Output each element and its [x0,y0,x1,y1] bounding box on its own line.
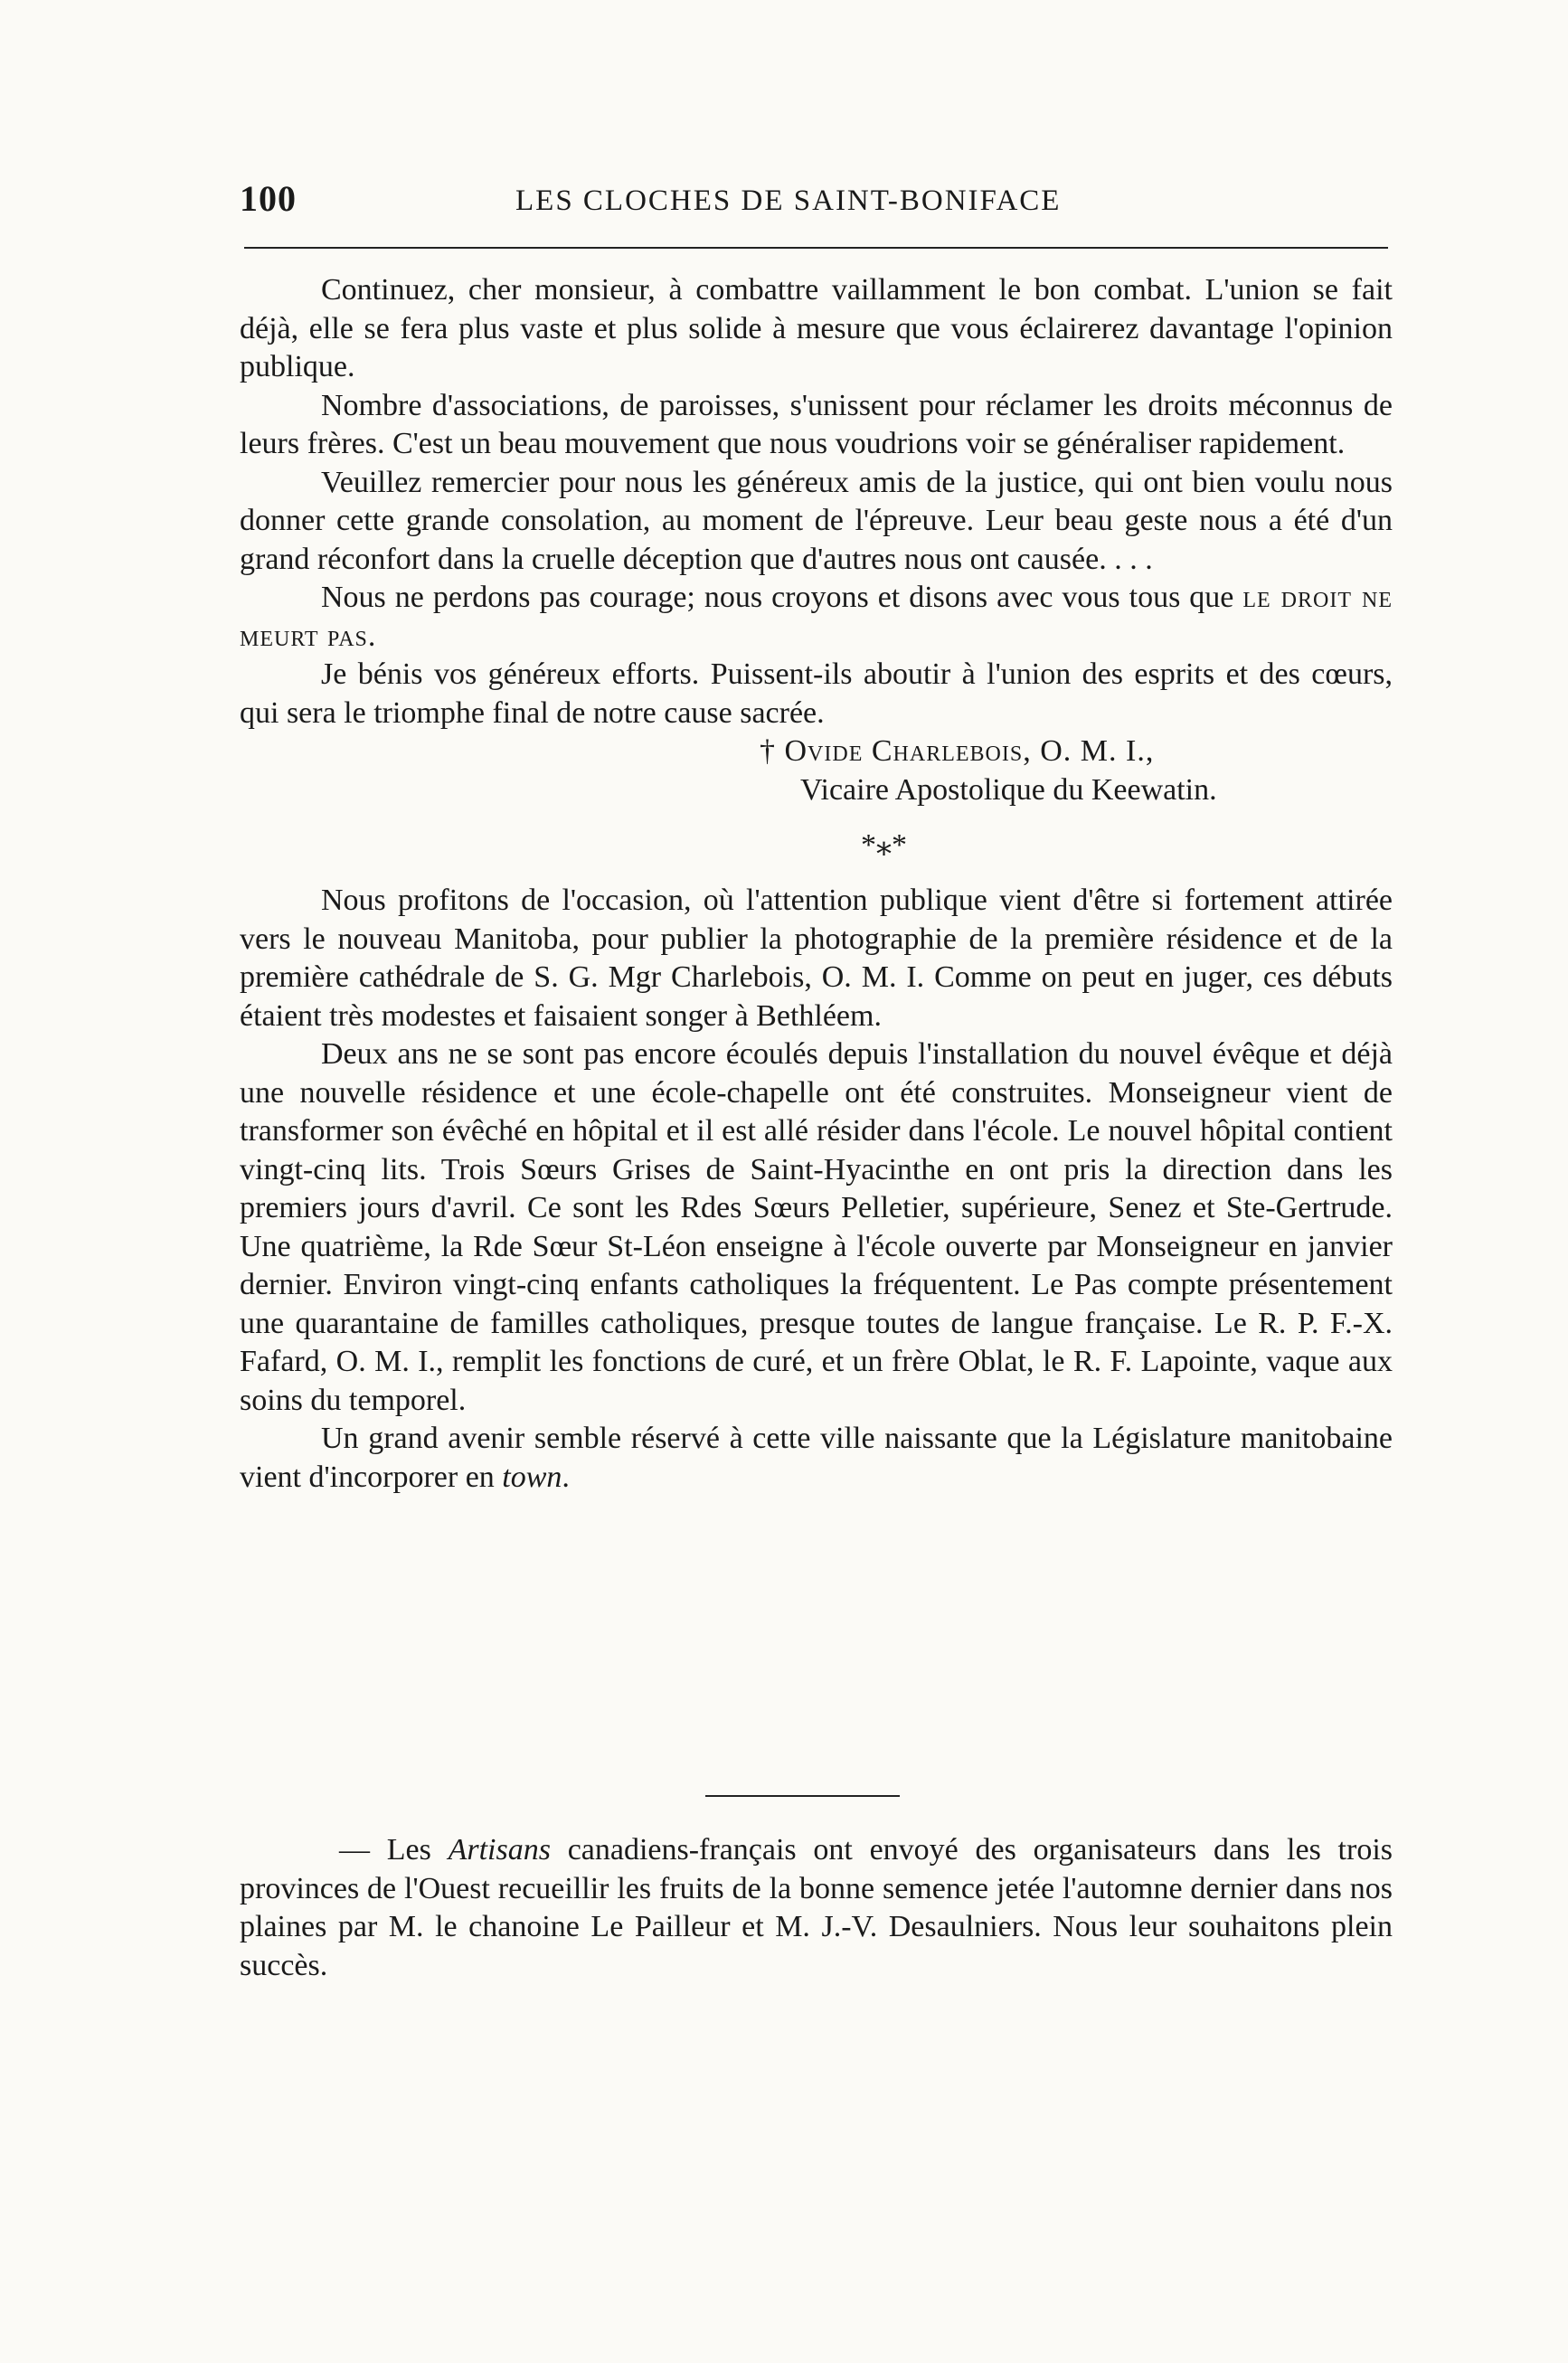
page-number: 100 [240,178,297,219]
asterism-divider: *⁎* [861,828,907,862]
article-paragraph-3 [240,1420,1393,1497]
italic-town: town [502,1460,562,1494]
header-rule [244,247,1388,249]
letter-paragraph-4-text: Nous ne perdons pas courage; nous croyons et disons avec vous tous que [321,581,1243,614]
running-title: LES CLOCHES DE SAINT-BONIFACE [515,184,1062,217]
signature-name-text: † Ovide Charlebois, O. M. I., [760,734,1155,768]
main-text [240,271,1393,1497]
article-paragraph-3-text: Un grand avenir semble réservé à cette ville naissante que la Législature manitobaine vient d'incorporer en [240,1422,1393,1494]
italic-artisans: Artisans [448,1833,551,1867]
page-header [240,177,1424,232]
letter-paragraph-1: Continuez, cher monsieur, à combattre vaillamment le bon combat. L'union se fait déjà, elle se fera plus vaste et plus solide à mesure que vous éclairerez davantage l'opinion publique. [240,273,1393,383]
notice-dash: — Les [339,1833,449,1867]
notice-text: canadiens-français ont envoyé des organisateurs dans les trois provinces de l'Ouest recueillir les fruits de la bonne semence jetée l'automne dernier dans nos plaines par M. le chanoine Le Pailleur et M. J.-V. Desaulniers. Nous leur souhaitons plein succès. [240,1833,1393,1982]
letter-paragraph-4 [240,579,1393,656]
section-rule [705,1795,900,1797]
letter-paragraph-5: Je bénis vos généreux efforts. Puissent-ils aboutir à l'union des esprits et des cœurs, qui sera le triomphe final de notre cause sacrée. [240,657,1393,730]
letter-paragraph-2: Nombre d'associations, de paroisses, s'unissent pour réclamer les droits méconnus de leurs frères. C'est un beau mouvement que nous voudrions voir se généraliser rapidement. [240,388,1393,460]
notice-section [240,1831,1393,1985]
signature-title: Vicaire Apostolique du Keewatin. [800,772,1217,807]
article-paragraph-2: Deux ans ne se sont pas encore écoulés depuis l'installation du nouvel évêque et déjà une nouvelle résidence et une école-chapelle ont été construites. Monseigneur vient de transformer son évêché en hôpital et il est allé résider dans l'école. Le nouvel hôpital contient vingt-cinq lits. Trois Sœurs Grises de Saint-Hyacinthe en ont pris la direction dans les premiers jours d'avril. Ce sont les Rdes Sœurs Pelletier, supérieure, Senez et Ste-Gertrude. Une quatrième, la Rde Sœur St-Léon enseigne à l'école ouverte par Monseigneur en janvier dernier. Environ vingt-cinq enfants catholiques la fréquentent. Le Pas compte présentement une quarantaine de familles catholiques, presque toutes de langue française. Le R. P. F.-X. Fafard, O. M. I., remplit les fonctions de curé, et un frère Oblat, le R. F. Lapointe, vaque aux soins du temporel. [240,1037,1393,1417]
motto-small-caps: le droit ne meurt pas. [240,581,1393,653]
signature-name [240,733,1393,771]
article-paragraph-1: Nous profitons de l'occasion, où l'attention publique vient d'être si fortement attirée vers le nouveau Manitoba, pour publier la photographie de la première résidence et de la première cathédrale de S. G. Mgr Charlebois, O. M. I. Comme on peut en juger, ces débuts étaient très modestes et faisaient songer à Bethléem. [240,884,1393,1033]
notice-paragraph [240,1831,1393,1985]
article-paragraph-3-end: . [562,1460,570,1494]
letter-paragraph-3: Veuillez remercier pour nous les généreux amis de la justice, qui ont bien voulu nous donner cette grande consolation, au moment de l'épreuve. Leur beau geste nous a été d'un grand réconfort dans la cruelle déception que d'autres nous ont causée. . . . [240,465,1393,576]
